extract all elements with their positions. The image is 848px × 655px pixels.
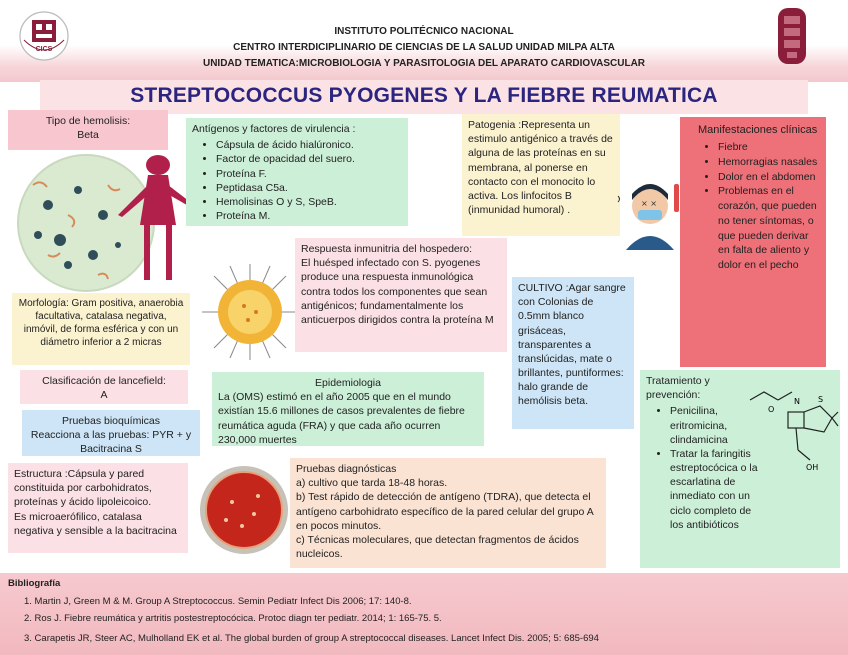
list-item: • Tratar la faringitis estreptocócica o la escarlatina de inmediato con un ciclo completo de los antibióticos	[670, 447, 766, 532]
bioquimicas-box	[22, 410, 200, 456]
list-item: • Penicilina, eritromicina, clindamicina	[670, 404, 766, 447]
diagnosticas-title: Pruebas diagnósticas	[296, 463, 397, 475]
svg-text:N: N	[794, 397, 800, 406]
hemolisis-box	[8, 110, 168, 150]
bioquimicas-text: Reacciona a las pruebas: PYR + y Bacitracina S	[30, 429, 192, 456]
cultivo-box	[512, 277, 634, 429]
svg-text:O: O	[768, 405, 775, 414]
estructura-text-1: Estructura :Cápsula y pared constituida por carbohidratos, proteínas y ácido lipoleicoico.	[14, 468, 152, 509]
penicillin-structure	[740, 382, 840, 482]
respuesta-box	[295, 238, 507, 352]
respuesta-title: Respuesta inmunitria del hospedero:	[301, 243, 473, 255]
cics-logo-icon	[18, 10, 70, 62]
page-title: STREPTOCOCCUS PYOGENES Y LA FIEBRE REUMATICA	[130, 84, 718, 107]
bibliography-item: 1. Martin J, Green M & M. Group A Streptococcus. Semin Pediatr Infect Dis 2006; 17: 140-8.	[24, 596, 412, 607]
lancefield-box	[20, 370, 188, 404]
hemolisis-label: Tipo de hemolisis:	[45, 115, 131, 127]
list-item: • Proteína F.	[216, 167, 402, 181]
diagnosticas-item-c: c) Técnicas moleculares, que detectan fragmentos de ácidos nucleicos.	[296, 533, 579, 561]
bacteria-culture-icon	[8, 145, 198, 295]
logo-left	[18, 10, 70, 62]
antigenos-box	[186, 118, 408, 226]
morfologia-box	[12, 293, 190, 365]
tratamiento-title: Tratamiento y prevención:	[646, 375, 710, 402]
manifestaciones-box	[680, 117, 826, 367]
svg-text:S: S	[818, 395, 824, 404]
epidemiologia-text: La (OMS) estimó en el año 2005 que en el mundo existían 15.6 millones de casos prevalentes de fiebre reumática aguda (FRA) y que cada año ocurren 230,000 muertes	[218, 391, 465, 446]
agar-plate-icon	[196, 462, 292, 558]
svg-text:OH: OH	[806, 463, 819, 472]
bibliography-item: 3. Carapetis JR, Steer AC, Mulholland EK et al. The global burden of group A streptococcal diseases. Lancet Infect Dis. 2005; 5: 685-694	[24, 633, 599, 644]
diagnosticas-item-a: a) cultivo que tarda 18-48 horas.	[296, 477, 448, 490]
header-line-2: CENTRO INTERDICIPLINARIO DE CIENCIAS DE LA SALUD UNIDAD MILPA ALTA	[233, 42, 615, 53]
list-item: • Peptidasa C5a.	[216, 181, 402, 195]
bibliography-title: Bibliografía	[8, 578, 61, 589]
list-item: • Dolor en el abdomen	[718, 170, 818, 185]
cell-illustration	[200, 262, 300, 362]
diagnosticas-item-b: b) Test rápido de detección de antígeno (TDRA), que detecta el antígeno carbohidrato específico de la pared celular del grupo A en pocos minutos.	[296, 491, 594, 532]
list-item: • Hemorragias nasales	[718, 155, 818, 170]
estructura-box	[8, 463, 188, 553]
diagnosticas-box	[290, 458, 606, 568]
bioquimicas-title: Pruebas bioquímicas	[61, 415, 161, 427]
logo-right	[772, 6, 812, 68]
sick-person-illustration	[614, 170, 686, 252]
bibliography-item: 2. Ros J. Fiebre reumática y artritis postestreptocócica. Protoc diagn ter pediatr. 2014; 1: 165-75. 5.	[24, 613, 442, 624]
penicillin-molecule-icon	[740, 382, 840, 482]
estructura-text-2: Es microaerófilico, catalasa negativa y sensible a la bacitracina	[14, 510, 177, 537]
logo-left-text: CICS	[35, 46, 53, 53]
ipn-logo-icon	[772, 6, 812, 68]
epidemiologia-title: Epidemiologia	[315, 377, 381, 389]
hemolisis-value: Beta	[77, 129, 99, 142]
bacterium-cell-icon	[200, 262, 300, 362]
header-line-1: INSTITUTO POLITÉCNICO NACIONAL	[334, 26, 514, 37]
epidemiologia-box	[212, 372, 484, 446]
manifestaciones-title: Manifestaciones clínicas	[698, 124, 818, 136]
list-item: • Hemolisinas O y S, SpeB.	[216, 195, 402, 209]
header-line-3: UNIDAD TEMATICA:MICROBIOLOGIA Y PARASITOLOGIA DEL APARATO CARDIOVASCULAR	[202, 58, 646, 69]
patogenia-text: Patogenia :Representa un estimulo antigénico a través de alguna de las proteínas en su membrana, al ponerse en contacto con el monocito lo activa. Los linfocitos B (inmunidad humoral) .	[468, 119, 613, 217]
list-item: • Fiebre	[718, 140, 818, 155]
list-item: • Cápsula de ácido hialúronico.	[216, 138, 402, 152]
antigenos-title: Antígenos y factores de virulencia :	[192, 123, 356, 135]
morfologia-text: Morfología: Gram positiva, anaerobia facultativa, catalasa negativa, inmóvil, de forma esférica y con un diámetro inferior a 2 micras	[18, 298, 184, 348]
patogenia-box	[462, 114, 620, 236]
list-item: • Proteína M.	[216, 209, 402, 223]
lancefield-value: A	[100, 389, 108, 402]
svg-text:× ×: × ×	[641, 199, 657, 208]
respuesta-text: El huésped infectado con S. pyogenes produce una respuesta inmunológica contra todos los componentes que sean antigénicos; fundamentalmente los anticuerpos dirigidos contra la proteína M	[301, 257, 494, 326]
list-item: • Factor de opacidad del suero.	[216, 152, 402, 166]
header-band	[0, 0, 848, 82]
agar-plate-illustration	[196, 462, 292, 558]
bacteria-illustration	[8, 145, 198, 295]
sick-person-icon	[614, 170, 686, 252]
list-item: • Problemas en el corazón, que pueden no tener síntomas, o que pueden derivar en falta de aliento y dolor en el pecho	[718, 184, 818, 272]
lancefield-label: Clasificación de lancefield:	[42, 375, 166, 387]
cultivo-text: CULTIVO :Agar sangre con Colonias de 0.5mm blanco grisáceas, transparentes a translúcidas, mate o brillantes, puntiformes: halo grande de hemólisis beta.	[518, 282, 626, 408]
